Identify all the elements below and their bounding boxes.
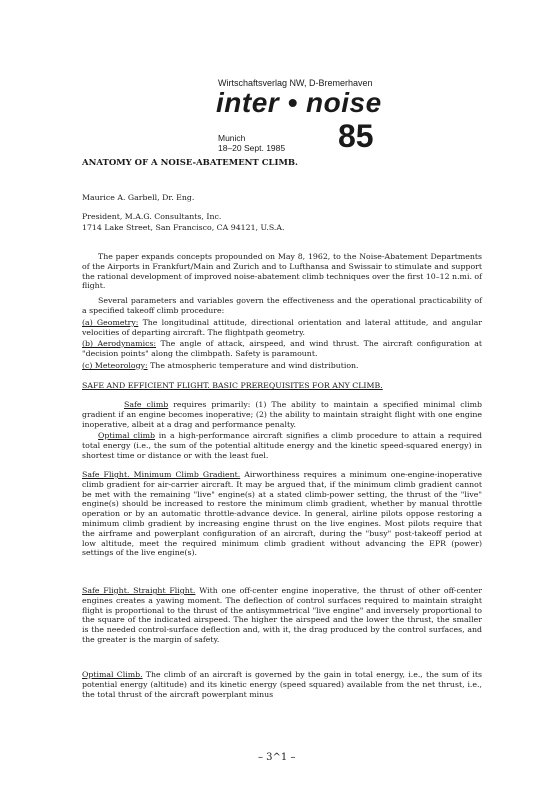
list-label-aerodynamics: (b) Aerodynamics:	[82, 339, 157, 348]
author-name: Maurice A. Garbell, Dr. Eng.	[82, 193, 195, 202]
paragraph-intro: The paper expands concepts propounded on May 8, 1962, to the Noise-Abatement Departments of the Airports in Frankfurt/Main and Zurich and to Lufthansa and Swissair to stimulate and support the rational development of improved noise-abatement climb techniques over the first 10–12 n.mi. of flight.	[82, 252, 482, 291]
list-text-geometry: The longitudinal attitude, directional orientation and lateral attitude, and angular velocities of departing aircraft. The flightpath geometry.	[82, 318, 482, 337]
list-label-geometry: (a) Geometry:	[82, 318, 139, 327]
section-heading: SAFE AND EFFICIENT FLIGHT. BASIC PREREQUISITES FOR ANY CLIMB.	[82, 381, 383, 390]
lead-minimum-climb-gradient: Safe Flight. Minimum Climb Gradient.	[82, 470, 241, 479]
paragraph-straight-flight	[82, 586, 482, 645]
lead-safe-climb: Safe climb	[124, 400, 169, 409]
list-text-meteorology: The atmospheric temperature and wind distribution.	[150, 361, 359, 370]
lead-optimal-climb: Optimal climb	[98, 431, 156, 440]
conference-dates: 18–20 Sept. 1985	[218, 143, 286, 153]
paragraph-safe-climb	[82, 400, 482, 429]
paragraph-minimum-climb-gradient	[82, 470, 482, 558]
author-address: 1714 Lake Street, San Francisco, CA 94121, U.S.A.	[82, 223, 285, 232]
author-affiliation: President, M.A.G. Consultants, Inc.	[82, 212, 222, 221]
text-straight-flight: With one off-center engine inoperative, the thrust of other off-center engines creates a yawing moment. The deflection of control surfaces required to maintain straight flight is proportional to the thrust of the antisymmetrical "live engine" and inversely proportional to the square of the indicated airspeed. The higher the airspeed and the lower the thrust, the smaller is the needed control-surface deflection and, with it, the drag produced by the control surfaces, and the greater is the margin of safety.	[82, 586, 482, 644]
page-number: – 3^1 –	[258, 752, 296, 763]
lead-optimal-climb-energy: Optimal Climb.	[82, 670, 143, 679]
paragraph-optimal-climb-energy	[82, 670, 482, 699]
list-item-aerodynamics	[82, 339, 482, 359]
paragraph-optimal-climb	[82, 431, 482, 460]
conference-city: Munich	[218, 133, 246, 143]
text-safe-climb: requires primarily: (1) The ability to maintain a specified minimal climb gradient if an engine becomes inoperative; (2) the ability to maintain straight flight with one engine inoperative, albeit at a drag and performance penalty.	[82, 400, 482, 429]
list-label-meteorology: (c) Meteorology:	[82, 361, 148, 370]
conference-title: inter • noise	[216, 87, 382, 118]
list-item-geometry	[82, 318, 482, 338]
text-minimum-climb-gradient: Airworthiness requires a minimum one-engine-inoperative climb gradient for air-carrier aircraft. It may be argued that, if the minimum climb gradient cannot be met with the remaining "live" engine(s) at a stated climb-power setting, the thrust of the "live" engine(s) should be increased to restore the minimum climb gradient, whether by manual throttle operation or by an automatic throttle-advance device. In general, airline pilots oppose restoring a minimum climb gradient by increasing engine thrust on the live engines. Most pilots require that the airframe and powerplant configuration of an aircraft, during the "busy" post-takeoff period at low altitude, meet the required minimum climb gradient without advancing the EPR (power) settings of the live engine(s).	[82, 470, 482, 558]
text-optimal-climb-energy: The climb of an aircraft is governed by the gain in total energy, i.e., the sum of its potential energy (altitude) and its kinetic energy (speed squared) available from the net thrust, i.e., the total thrust of the aircraft powerplant minus	[82, 670, 482, 699]
conference-year: 85	[338, 118, 374, 154]
lead-straight-flight: Safe Flight. Straight Flight.	[82, 586, 196, 595]
paragraph-parameters: Several parameters and variables govern the effectiveness and the operational practicability of a specified takeoff climb procedure:	[82, 296, 482, 315]
paper-title: ANATOMY OF A NOISE-ABATEMENT CLIMB.	[82, 158, 298, 168]
list-item-meteorology	[82, 361, 482, 371]
list-text-aerodynamics: The angle of attack, airspeed, and wind thrust. The aircraft configuration at "decision points" along the climbpath. Safety is paramount.	[82, 339, 482, 358]
text-optimal-climb: in a high-performance aircraft signifies a climb procedure to attain a required total energy (i.e., the sum of the potential altitude energy and the kinetic speed-squared energy) in shortest time or distance or with the least fuel.	[82, 431, 483, 460]
publisher: Wirtschaftsverlag NW, D-Bremerhaven	[218, 78, 373, 88]
